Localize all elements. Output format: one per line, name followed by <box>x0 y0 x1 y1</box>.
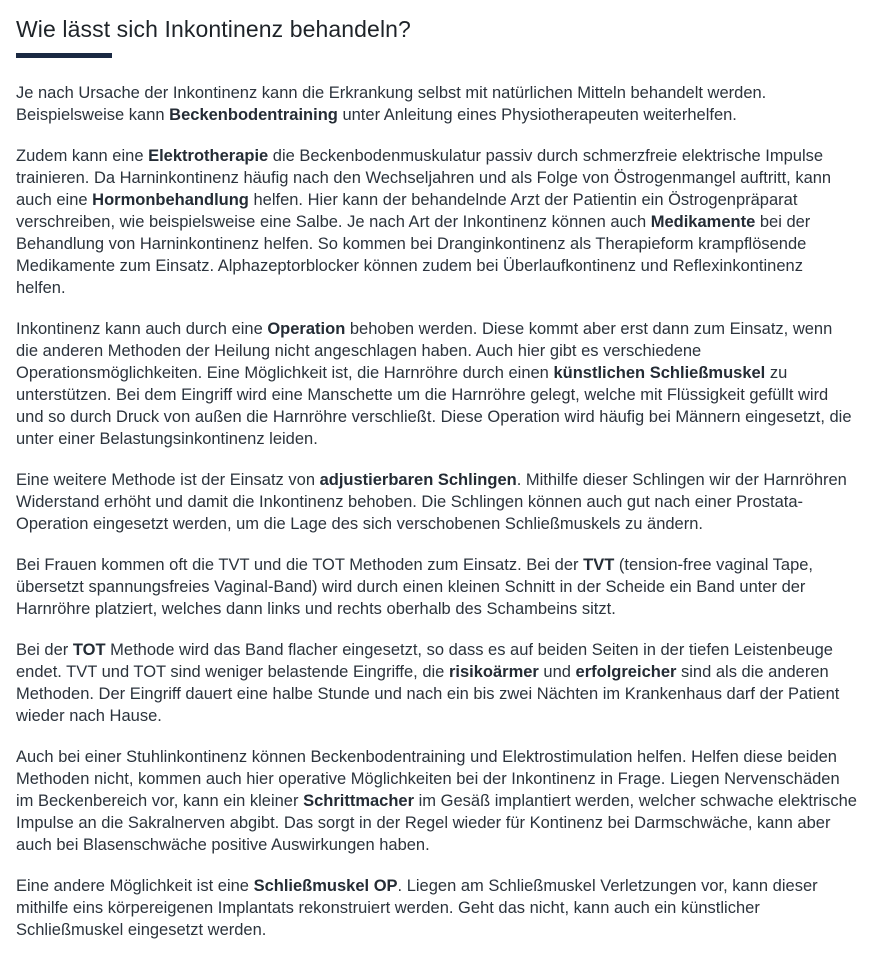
text-run: Bei Frauen kommen oft die TVT und die TOT Methoden zum Einsatz. Bei der <box>16 556 584 574</box>
bold-text-run: erfolgreicher <box>575 663 677 681</box>
text-run: Eine andere Möglichkeit ist eine <box>16 877 254 895</box>
page-title: Wie lässt sich Inkontinenz behandeln? <box>16 16 411 42</box>
bold-text-run: Schrittmacher <box>303 792 415 810</box>
paragraph-tot-method <box>16 639 857 727</box>
bold-text-run: TOT <box>72 641 106 659</box>
bold-text-run: Elektrotherapie <box>148 147 269 165</box>
bold-text-run: künstlichen Schließmuskel <box>553 364 766 382</box>
bold-text-run: Operation <box>267 320 346 338</box>
text-run: im Gesäß implantiert werden, welcher schwache elektrische Impulse an die Sakralnerven abgibt. Das sorgt in der Regel wieder für Kontinenz bei Darmschwäche, kann aber auch bei Blasenschwäche positive Auswirkungen haben. <box>16 792 857 854</box>
title-accent-underline <box>16 53 112 58</box>
text-run: unter Anleitung eines Physiotherapeuten weiterhelfen. <box>337 106 737 124</box>
bold-text-run: TVT <box>583 556 615 574</box>
bold-text-run: Hormonbehandlung <box>92 191 249 209</box>
paragraph-adjustable-slings <box>16 469 857 535</box>
text-run: Methode wird das Band flacher eingesetzt, so dass es auf beiden Seiten in der tiefen Leistenbeuge endet. TVT und TOT sind weniger belastende Eingriffe, die <box>16 641 833 681</box>
text-run: Je nach Ursache der Inkontinenz kann die Erkrankung selbst mit natürlichen Mitteln behandelt werden. Beispielsweise kann <box>16 84 767 124</box>
text-run: helfen. Hier kann der behandelnde Arzt der Patientin ein Östrogenpräparat verschreiben, wie beispielsweise eine Salbe. Je nach Art der Inkontinenz können auch <box>16 191 798 231</box>
article-body <box>16 82 857 941</box>
text-run: die Beckenbodenmuskulatur passiv durch schmerzfreie elektrische Impulse trainieren. Da Harninkontinenz häufig nach den Wechseljahren und als Folge von Östrogenmangel auftritt, kann auch eine <box>16 147 832 209</box>
paragraph-tvt-method <box>16 554 857 620</box>
text-run: (tension-free vaginal Tape, übersetzt spannungsfreies Vaginal-Band) wird durch einen kleinen Schnitt in der Scheide ein Band unter der Harnröhre platziert, welches dann links und rechts oberhalb des Schambeins sitzt. <box>16 556 814 618</box>
paragraph-sphincter-op <box>16 875 857 941</box>
bold-text-run: Beckenbodentraining <box>169 106 338 124</box>
text-run: Eine weitere Methode ist der Einsatz von <box>16 471 320 489</box>
bold-text-run: Medikamente <box>650 213 756 231</box>
text-run: behoben werden. Diese kommt aber erst dann zum Einsatz, wenn die anderen Methoden der Heilung nicht angeschlagen haben. Auch hier gibt es verschiedene Operationsmöglichkeiten. Eine Möglichkeit ist, die Harnröhre durch einen <box>16 320 833 382</box>
paragraph-electrotherapy-hormones-medication <box>16 145 857 299</box>
bold-text-run: risikoärmer <box>448 663 539 681</box>
text-run: . Mithilfe dieser Schlingen wir der Harnröhren Widerstand erhöht und damit die Inkontinenz behoben. Die Schlingen können auch gut nach einer Prostata-Operation eingesetzt werden, um die Lage des sich verschobenen Schließmuskels zu ändern. <box>16 471 847 533</box>
text-run: Auch bei einer Stuhlinkontinenz können Beckenbodentraining und Elektrostimulation helfen. Helfen diese beiden Methoden nicht, kommen auch hier operative Möglichkeiten bei der Inkontinenz in Frage. Liegen Nervenschäden im Beckenbereich vor, kann ein kleiner <box>16 748 840 810</box>
text-run: sind als die anderen Methoden. Der Eingriff dauert eine halbe Stunde und nach ein bis zwei Nächten im Krankenhaus darf der Patient wieder nach Hause. <box>16 663 840 725</box>
text-run: und <box>538 663 576 681</box>
text-run: zu unterstützen. Bei dem Eingriff wird eine Manschette um die Harnröhre gelegt, welche mit Flüssigkeit gefüllt wird und so durch Druck von außen die Harnröhre verschließt. Diese Operation wird häufig bei Männern eingesetzt, die unter einer Belastungsinkontinenz leiden. <box>16 364 852 448</box>
text-run: . Liegen am Schließmuskel Verletzungen vor, kann dieser mithilfe eins körpereigenen Implantats rekonstruiert werden. Geht das nicht, kann auch ein künstlicher Schließmuskel eingesetzt werden. <box>16 877 818 939</box>
text-run: bei der Behandlung von Harninkontinenz helfen. So kommen bei Dranginkontinenz als Therapieform krampflösende Medikamente zum Einsatz. Alphazeptorblocker können zudem bei Überlaufkontinenz und Reflexinkontinenz helfen. <box>16 213 811 297</box>
bold-text-run: adjustierbaren Schlingen <box>319 471 517 489</box>
text-run: Inkontinenz kann auch durch eine <box>16 320 268 338</box>
paragraph-fecal-incontinence-pacemaker <box>16 746 857 856</box>
text-run: Zudem kann eine <box>16 147 149 165</box>
bold-text-run: Schließmuskel OP <box>253 877 398 895</box>
paragraph-natural-treatment <box>16 82 857 126</box>
paragraph-operation-artificial-sphincter <box>16 318 857 450</box>
text-run: Bei der <box>16 641 73 659</box>
